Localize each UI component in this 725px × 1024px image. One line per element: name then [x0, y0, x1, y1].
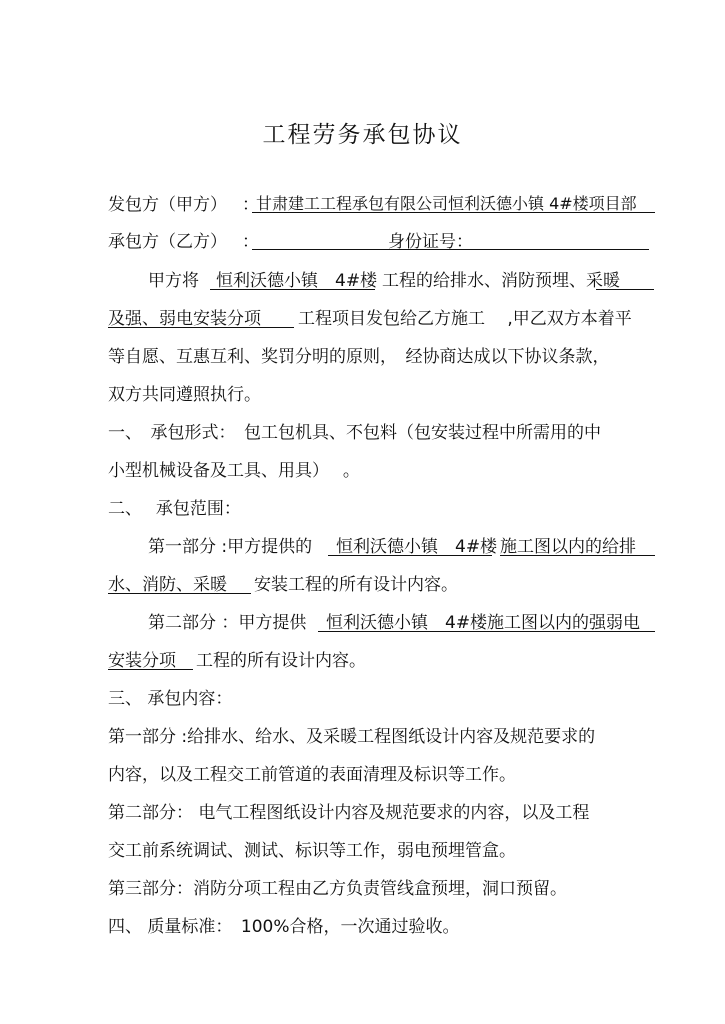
section2-part1-suffix-underline [500, 555, 655, 556]
party-a-value: 甘肃建工工程承包有限公司恒利沃德小镇 4#楼项目部 [256, 194, 637, 213]
section2-part1-suffix: 施工图以内的给排 [500, 537, 636, 557]
section1-line2: 小型机械设备及工具、用具） 。 [108, 461, 360, 481]
section2-part2-line2-ul: 安装分项 [108, 651, 176, 671]
intro-line2-rest: 工程项目发包给乙方施工 ,甲乙双方本着平 [298, 309, 632, 329]
section2-part1-line2-ul: 水、消防、采暖 [108, 575, 227, 595]
intro-line3: 等自愿、互惠互利、奖罚分明的原则， 经协商达成以下协议条款， [108, 347, 610, 367]
section2-part1-line2-rest: 安装工程的所有设计内容。 [254, 575, 458, 595]
section1-line1: 一、 承包形式： 包工包机具、不包料（包安装过程中所需用的中 [108, 423, 601, 443]
intro-prefix: 甲方将 [148, 271, 199, 291]
party-b-colon: ： [242, 232, 259, 252]
section3-part3: 第三部分：消防分项工程由乙方负责管线盒预埋，洞口预留。 [108, 879, 567, 899]
section3-part1-line2: 内容，以及工程交工前管道的表面清理及标识等工作。 [108, 765, 516, 785]
party-b-label: 承包方（乙方） [108, 232, 227, 252]
section4-line: 四、 质量标准： 100%合格，一次通过验收。 [108, 917, 460, 937]
intro-suffix: 工程的给排水、消防预埋、采暖 [382, 271, 620, 291]
intro-project: 恒利沃德小镇 4#楼 [216, 271, 378, 291]
intro-trailing-underline [596, 289, 654, 290]
section2-part2-line2-rest: 工程的所有设计内容。 [196, 651, 366, 671]
section3-part2-line1: 第二部分： 电气工程图纸设计内容及规范要求的内容，以及工程 [108, 803, 590, 823]
section3-heading: 三、 承包内容： [108, 689, 233, 709]
id-number-label: 身份证号： [388, 232, 473, 252]
section3-part1-line1: 第一部分 :给排水、给水、及采暖工程图纸设计内容及规范要求的 [108, 727, 596, 747]
intro-line4: 双方共同遵照执行。 [108, 385, 261, 405]
party-a-label: 发包方（甲方） [108, 195, 227, 215]
section2-part1-project: 恒利沃德小镇 4#楼 [336, 537, 498, 557]
intro-scope: 及强、弱电安装分项 [108, 309, 261, 329]
section2-heading: 二、 承包范围： [108, 499, 241, 519]
section2-part1-prefix: 第一部分 :甲方提供的 [148, 537, 313, 557]
section2-part2-project: 恒利沃德小镇 4#楼施工图以内的强弱电 [326, 613, 641, 633]
document-title: 工程劳务承包协议 [262, 122, 463, 148]
party-a-colon: ： [242, 195, 259, 215]
section2-part2-prefix: 第二部分 ：甲方提供 [148, 613, 307, 633]
section3-part2-line2: 交工前系统调试、测试、标识等工作，弱电预埋管盒。 [108, 841, 516, 861]
